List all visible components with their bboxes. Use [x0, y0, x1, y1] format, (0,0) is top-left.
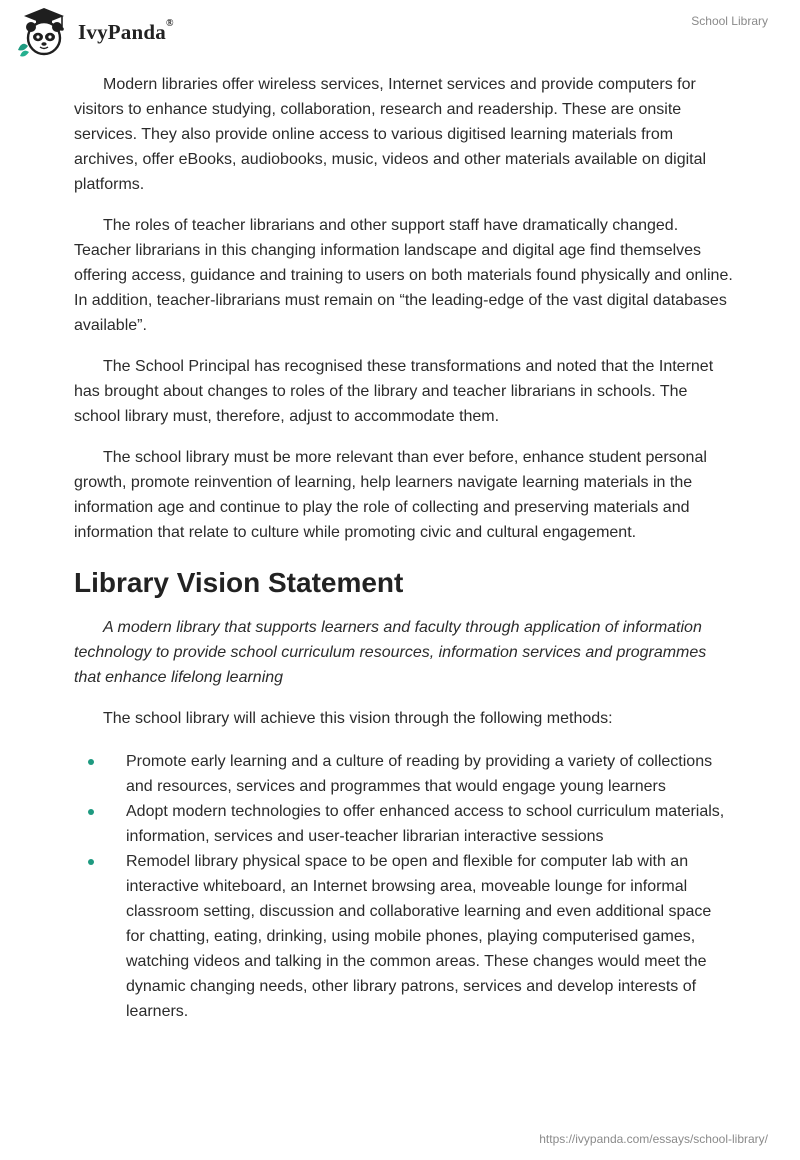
bullet-icon — [88, 859, 94, 865]
list-item — [74, 799, 734, 849]
panda-graduate-icon — [14, 6, 76, 58]
list-item-text: Remodel library physical space to be open and flexible for computer lab with an interactive whiteboard, an Internet browsing area, moveable lounge for informal classroom setting, discussion and collaborative learning and even additional space for chatting, eating, drinking, using mobile phones, playing computerised games, watching videos and talking in the common areas. These changes would meet the dynamic changing needs, other library patrons, services and develop interests of learners. — [126, 853, 712, 1020]
list-item-text: Adopt modern technologies to offer enhanced access to school curriculum materials, information, services and user-teacher librarian interactive sessions — [126, 803, 725, 845]
vision-statement: A modern library that supports learners and faculty through application of information technology to provide school curriculum resources, information services and programmes that enhance lifelong learning — [74, 619, 707, 686]
document-title: School Library — [691, 14, 768, 28]
bullet-icon — [88, 759, 94, 765]
source-url[interactable]: https://ivypanda.com/essays/school-library/ — [539, 1132, 768, 1146]
paragraph: Modern libraries offer wireless services, Internet services and provide computers for visitors to enhance studying, collaboration, research and readership. These are onsite services. They also provide online access to various digitised learning materials from archives, offer eBooks, audiobooks, music, videos and other materials available on digital platforms. — [74, 76, 707, 193]
bullet-icon — [88, 809, 94, 815]
methods-list — [74, 749, 734, 1024]
paragraph: The School Principal has recognised these transformations and noted that the Internet has brought about changes to roles of the library and teacher librarians in schools. The school library must, therefore, adjust to accommodate them. — [74, 358, 714, 425]
list-item — [74, 849, 734, 1024]
brand-name: IvyPanda® — [78, 17, 174, 44]
paragraph: The school library must be more relevant than ever before, enhance student personal growth, promote reinvention of learning, help learners navigate learning materials in the information age and continue to play the role of collecting and preserving materials and information that relate to culture while promoting civic and cultural engagement. — [74, 449, 707, 541]
essay-content — [74, 72, 734, 1024]
list-item-text: Promote early learning and a culture of reading by providing a variety of collections and resources, services and programmes that would engage young learners — [126, 753, 713, 795]
methods-intro: The school library will achieve this vision through the following methods: — [103, 710, 613, 727]
page-header — [0, 0, 800, 62]
brand-logo[interactable] — [14, 6, 174, 58]
paragraph: The roles of teacher librarians and other support staff have dramatically changed. Teacher librarians in this changing information landscape and digital age find themselves offering access, guidance and training to users on both materials found physically and online. In addition, teacher-librarians must remain on “the leading-edge of the vast digital databases available”. — [74, 217, 733, 334]
list-item — [74, 749, 734, 799]
section-heading: Library Vision Statement — [74, 567, 404, 598]
